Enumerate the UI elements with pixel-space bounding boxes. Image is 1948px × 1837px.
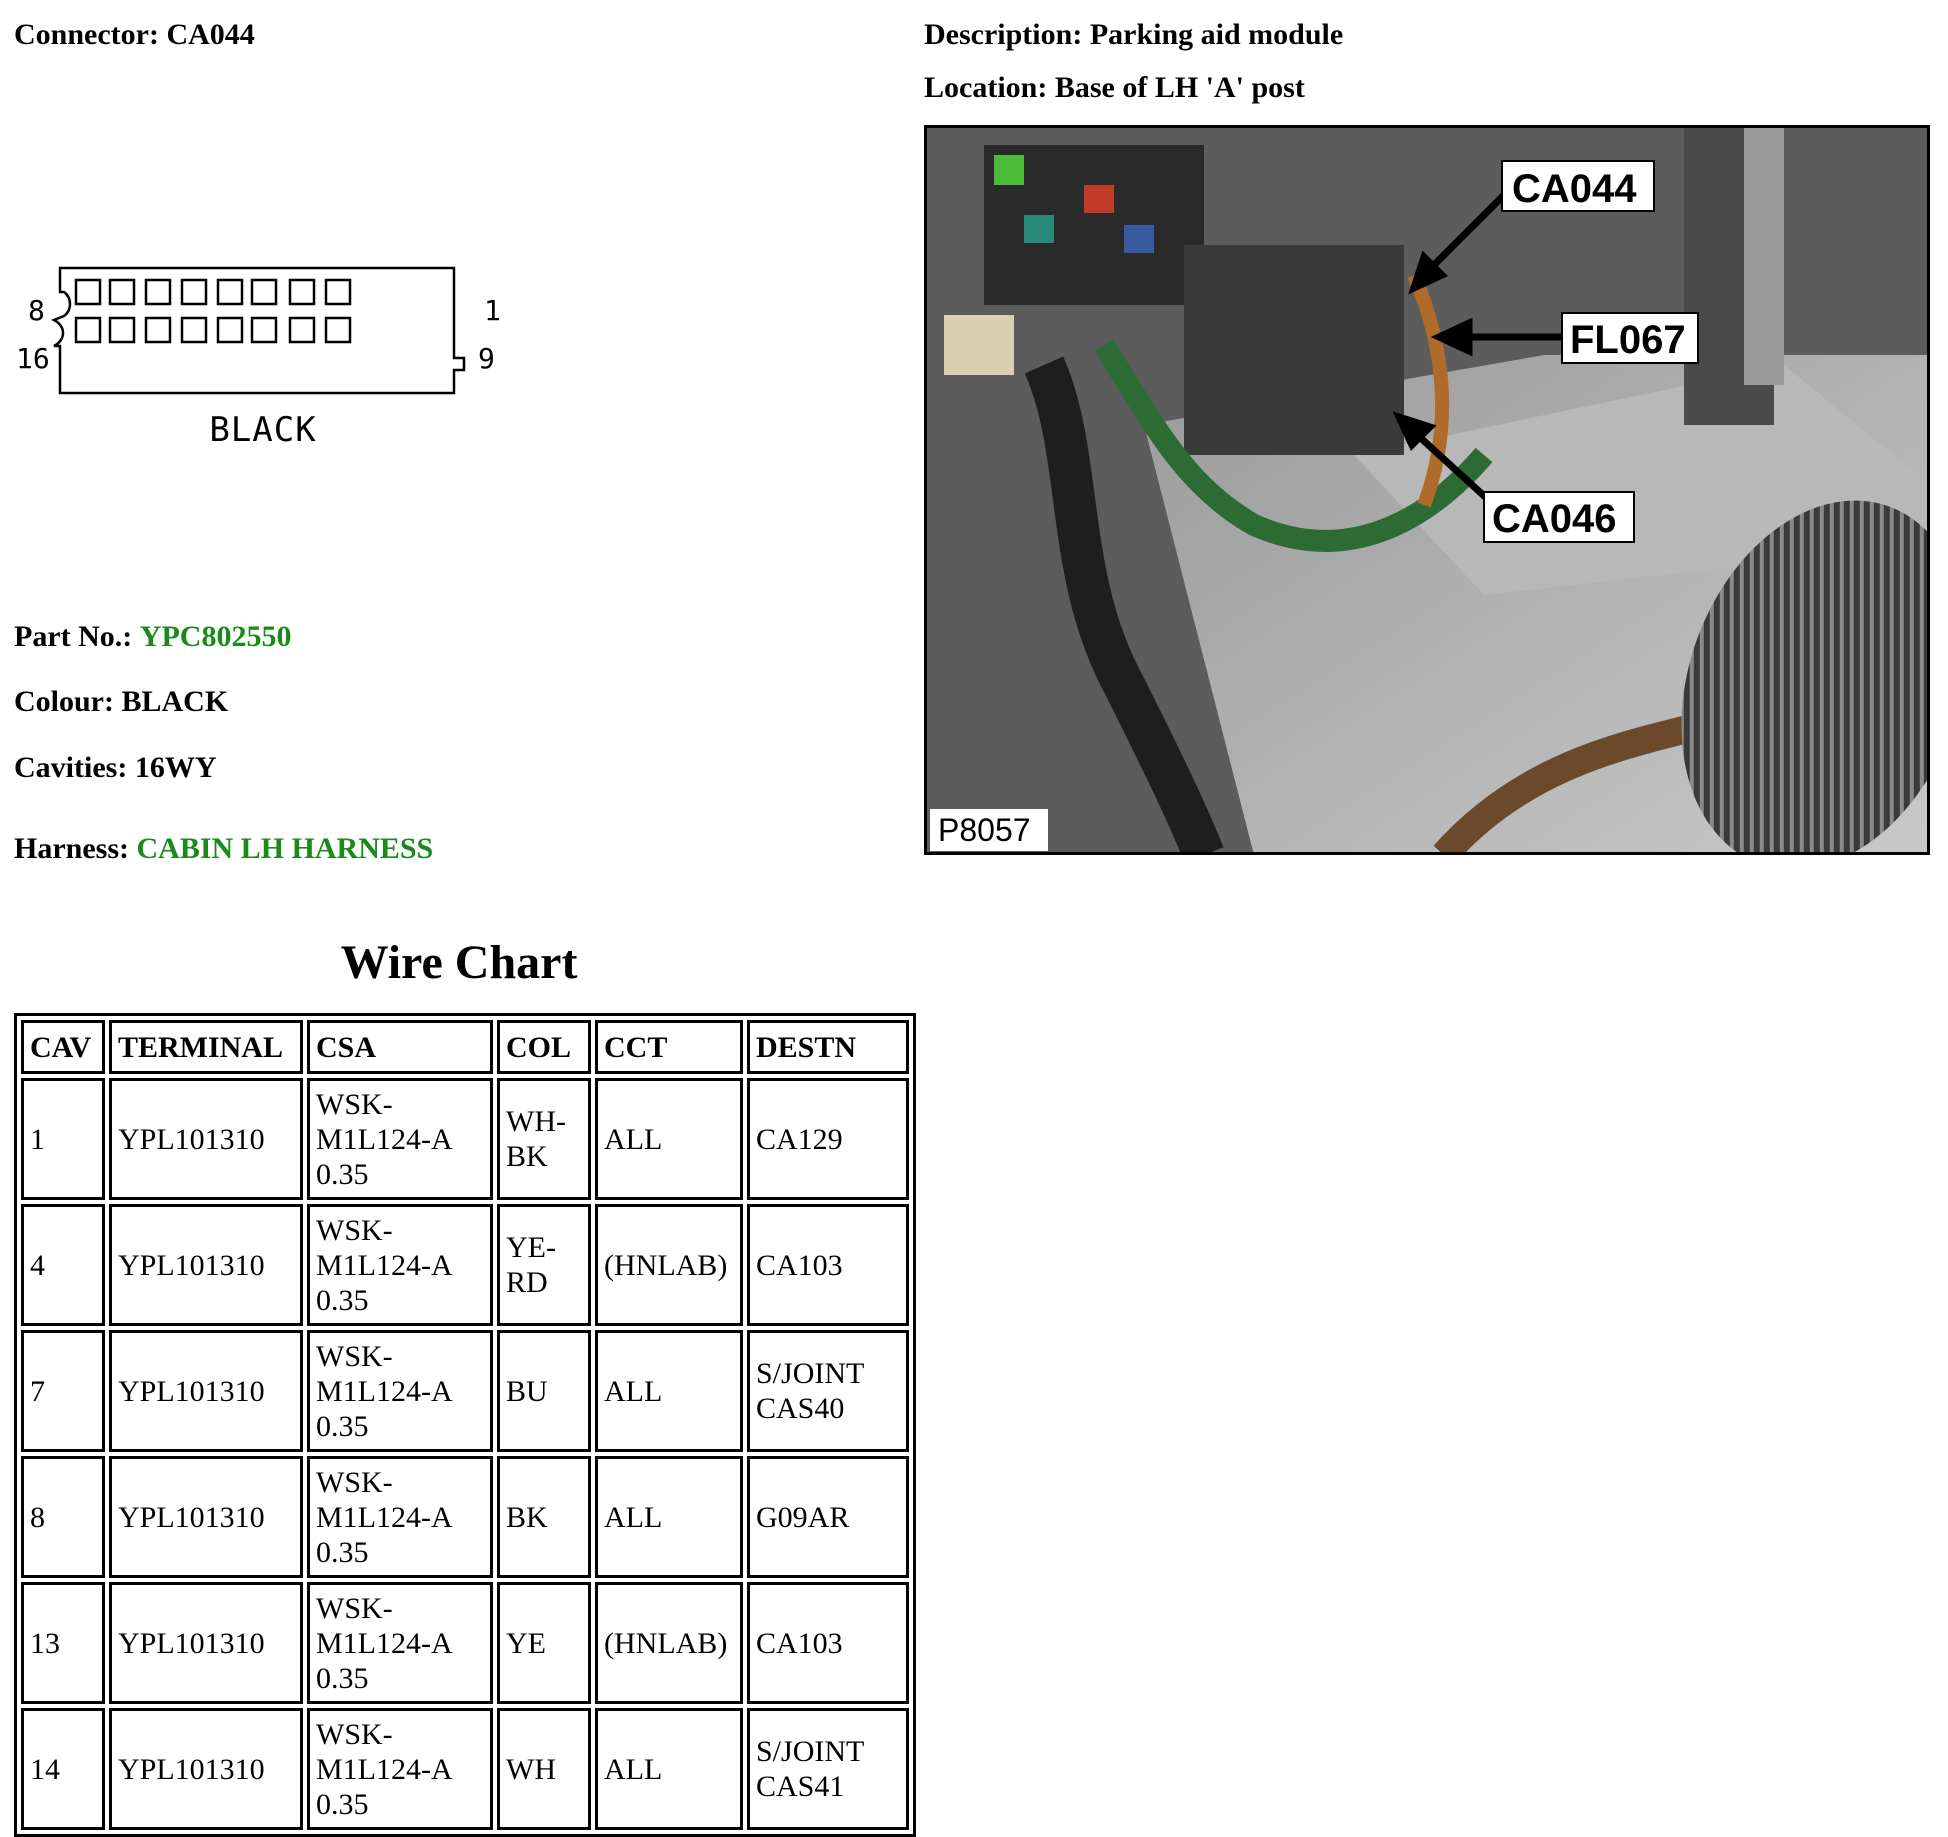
connector-field (14, 18, 255, 52)
cell-csa-line: 0.35 (316, 1535, 369, 1569)
wire-chart-header-row (21, 1020, 909, 1074)
cell-destn-line: CA103 (756, 1248, 843, 1282)
cavity (252, 318, 276, 342)
cell-destn (747, 1708, 909, 1830)
cell-destn (747, 1456, 909, 1578)
cell-csa-line: WSK- (316, 1465, 393, 1499)
cavity (146, 280, 170, 304)
part-number-label: Part No.: (14, 620, 133, 653)
colour-field (14, 685, 228, 719)
cell-col (497, 1456, 591, 1578)
cell-csa (307, 1708, 493, 1830)
fuse-red (1084, 185, 1114, 213)
cell-csa-line: 0.35 (316, 1283, 369, 1317)
cell-csa-line: M1L124-A (316, 1122, 453, 1156)
harness-label: Harness: (14, 832, 129, 865)
location-value: Base of LH 'A' post (1054, 71, 1305, 104)
cell-cav: 14 (21, 1708, 105, 1830)
callout-fl067: FL067 (1570, 318, 1686, 362)
cavity (182, 280, 206, 304)
cell-cav: 4 (21, 1204, 105, 1326)
column-header-col: COL (497, 1020, 591, 1074)
cell-csa (307, 1456, 493, 1578)
cell-destn (747, 1078, 909, 1200)
cell-cct: ALL (595, 1708, 743, 1830)
callout-ca044: CA044 (1512, 167, 1637, 211)
wire-chart-table (14, 1013, 916, 1837)
cavity (76, 318, 100, 342)
cell-csa-line: 0.35 (316, 1157, 369, 1191)
cell-destn-line: CAS41 (756, 1770, 845, 1803)
connector-value: CA044 (166, 18, 255, 51)
pin-label-top-left: 8 (28, 294, 45, 327)
cell-csa-line: M1L124-A (316, 1374, 453, 1408)
cell-col (497, 1582, 591, 1704)
location-photo (924, 125, 1930, 855)
cavity (218, 318, 242, 342)
cell-destn-line: S/JOINT (756, 1357, 865, 1390)
column-header-csa: CSA (307, 1020, 493, 1074)
cell-csa (307, 1078, 493, 1200)
cell-cct: (HNLAB) (595, 1582, 743, 1704)
connector-outline (54, 268, 464, 393)
cavities-label: Cavities: (14, 751, 128, 784)
table-row (21, 1582, 909, 1704)
cavity (146, 318, 170, 342)
description-label: Description: (924, 18, 1083, 51)
cell-terminal: YPL101310 (109, 1708, 303, 1830)
cell-cct: (HNLAB) (595, 1204, 743, 1326)
harness-field (14, 832, 433, 866)
cavity (110, 280, 134, 304)
cell-terminal: YPL101310 (109, 1078, 303, 1200)
cell-col-line: WH (506, 1752, 556, 1786)
cell-csa (307, 1330, 493, 1452)
module-box (1184, 245, 1404, 455)
cell-cct: ALL (595, 1078, 743, 1200)
cavity (326, 318, 350, 342)
cell-csa-line: M1L124-A (316, 1752, 453, 1786)
cell-csa-line: WSK- (316, 1717, 393, 1751)
connector-colour-label: BLACK (209, 410, 317, 450)
colour-value: BLACK (121, 685, 229, 718)
cell-destn-line: G09AR (756, 1500, 850, 1534)
cell-csa-line: M1L124-A (316, 1626, 453, 1660)
pin-label-bottom-left: 16 (16, 342, 50, 375)
cavity (110, 318, 134, 342)
cavity (182, 318, 206, 342)
cell-destn (747, 1582, 909, 1704)
cell-cct: ALL (595, 1456, 743, 1578)
cell-col-line: YE- (506, 1231, 556, 1264)
cavities-value: 16WY (134, 751, 217, 784)
cell-cav: 1 (21, 1078, 105, 1200)
cell-destn-line: CA103 (756, 1626, 843, 1660)
cell-col-line: WH- (506, 1105, 566, 1138)
cell-col (497, 1204, 591, 1326)
cell-csa-line: WSK- (316, 1087, 393, 1121)
cell-csa-line: 0.35 (316, 1409, 369, 1443)
cell-csa-line: M1L124-A (316, 1500, 453, 1534)
column-header-destn: DESTN (747, 1020, 909, 1074)
connector-plug (944, 315, 1014, 375)
description-value: Parking aid module (1089, 18, 1344, 51)
cell-terminal: YPL101310 (109, 1456, 303, 1578)
cell-cav: 7 (21, 1330, 105, 1452)
pillar-edge (1744, 125, 1784, 385)
cell-terminal: YPL101310 (109, 1582, 303, 1704)
table-row (21, 1078, 909, 1200)
cell-col (497, 1330, 591, 1452)
description-field (924, 18, 1343, 52)
figure-id: P8057 (938, 812, 1031, 848)
cell-csa (307, 1582, 493, 1704)
cell-col-line: BK (506, 1140, 548, 1173)
cell-csa (307, 1204, 493, 1326)
colour-label: Colour: (14, 685, 114, 718)
column-header-cav: CAV (21, 1020, 105, 1074)
cell-csa-line: WSK- (316, 1591, 393, 1625)
cell-col-line: BK (506, 1500, 548, 1534)
cavity (218, 280, 242, 304)
cavities-field (14, 751, 216, 785)
cell-col (497, 1078, 591, 1200)
wire-chart-body (21, 1078, 909, 1830)
cavity (290, 318, 314, 342)
cavity (326, 280, 350, 304)
cell-destn-line: CA129 (756, 1122, 843, 1156)
fuse-blue (1124, 225, 1154, 253)
cell-csa-line: 0.35 (316, 1787, 369, 1821)
connector-label: Connector: (14, 18, 159, 51)
cell-cct: ALL (595, 1330, 743, 1452)
cell-col-line: BU (506, 1374, 548, 1408)
table-row (21, 1204, 909, 1326)
part-number-link[interactable]: YPC802550 (139, 620, 292, 653)
cell-cav: 13 (21, 1582, 105, 1704)
cell-destn-line: S/JOINT (756, 1735, 865, 1768)
fuse-teal (1024, 215, 1054, 243)
cell-cav: 8 (21, 1456, 105, 1578)
pin-label-bottom-right: 9 (478, 342, 495, 375)
cell-csa-line: M1L124-A (316, 1248, 453, 1282)
cell-csa-line: WSK- (316, 1339, 393, 1373)
cavity (76, 280, 100, 304)
cell-col-line: YE (506, 1626, 546, 1660)
location-label: Location: (924, 71, 1048, 104)
fuse-green (994, 155, 1024, 185)
location-field (924, 71, 1305, 105)
cell-destn (747, 1330, 909, 1452)
connector-diagram (14, 258, 514, 458)
cavity (290, 280, 314, 304)
column-header-cct: CCT (595, 1020, 743, 1074)
cell-col (497, 1708, 591, 1830)
table-row (21, 1456, 909, 1578)
table-row (21, 1330, 909, 1452)
cell-terminal: YPL101310 (109, 1204, 303, 1326)
cell-terminal: YPL101310 (109, 1330, 303, 1452)
pin-label-top-right: 1 (484, 294, 501, 327)
cell-col-line: RD (506, 1266, 548, 1299)
cell-destn-line: CAS40 (756, 1392, 845, 1425)
cell-csa-line: 0.35 (316, 1661, 369, 1695)
part-number-field (14, 620, 291, 654)
cell-csa-line: WSK- (316, 1213, 393, 1247)
column-header-terminal: TERMINAL (109, 1020, 303, 1074)
wire-chart-title: Wire Chart (340, 936, 578, 989)
cavity-grid (76, 280, 350, 342)
harness-link[interactable]: CABIN LH HARNESS (136, 832, 434, 865)
cell-destn (747, 1204, 909, 1326)
table-row (21, 1708, 909, 1830)
cavity (252, 280, 276, 304)
callout-ca046: CA046 (1492, 497, 1617, 541)
